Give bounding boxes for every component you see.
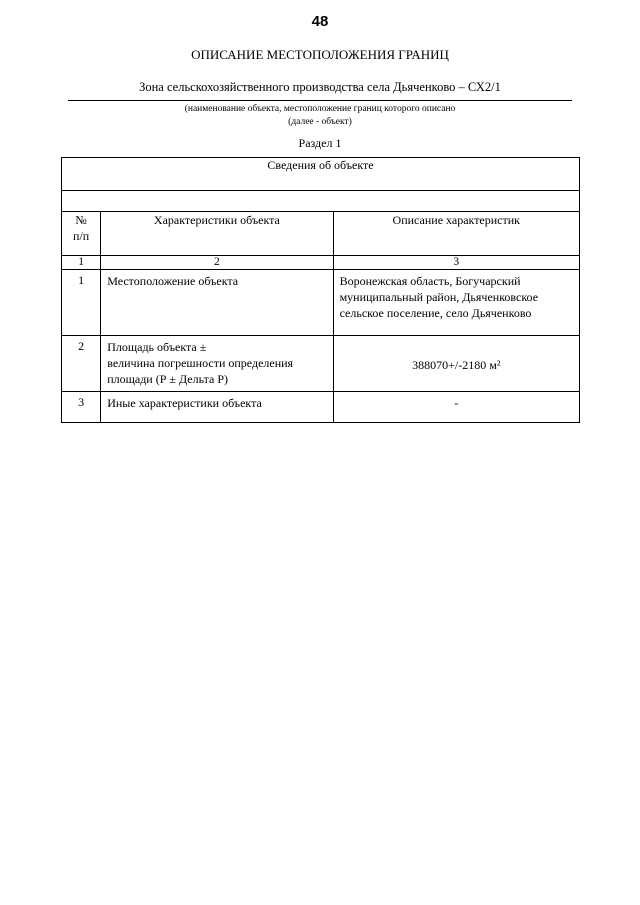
table-row bbox=[62, 336, 580, 392]
row-description: 388070+/-2180 м² bbox=[333, 336, 579, 392]
object-info-table bbox=[61, 157, 580, 423]
table-row bbox=[62, 270, 580, 336]
header-description: Описание характеристик bbox=[333, 212, 579, 256]
row-characteristic bbox=[101, 336, 333, 392]
row-number: 2 bbox=[62, 336, 101, 392]
object-name: Зона сельскохозяйственного производства села Дьяченково – СХ2/1 bbox=[139, 80, 501, 94]
row-description: Воронежская область, Богучарский муниципальный район, Дьяченковское сельское поселение, село Дьяченково bbox=[333, 270, 579, 336]
characteristic-line: площади (Р ± Дельта Р) bbox=[107, 372, 229, 386]
row-number: 1 bbox=[62, 270, 101, 336]
row-characteristic: Иные характеристики объекта bbox=[101, 392, 333, 423]
characteristic-line: величина погрешности определения bbox=[107, 356, 294, 370]
caption-line-1: (наименование объекта, местоположение границ которого описано bbox=[184, 104, 456, 114]
row-characteristic: Местоположение объекта bbox=[101, 270, 333, 336]
row-number: 3 bbox=[62, 392, 101, 423]
column-number: 1 bbox=[62, 256, 101, 270]
header-number-line-2: п/п bbox=[73, 229, 90, 243]
row-description: - bbox=[333, 392, 579, 423]
column-number: 3 bbox=[333, 256, 579, 270]
header-number-line-1: № bbox=[75, 213, 87, 227]
table-column-numbers-row bbox=[62, 256, 580, 270]
table-title: Сведения об объекте bbox=[62, 158, 580, 191]
table-spacer-cell bbox=[62, 191, 580, 212]
table-title-row bbox=[62, 158, 580, 191]
table-header-row bbox=[62, 212, 580, 256]
header-number bbox=[62, 212, 101, 256]
section-label: Раздел 1 bbox=[298, 136, 342, 150]
caption-line-2: (далее - объект) bbox=[288, 117, 352, 127]
table-spacer-row bbox=[62, 191, 580, 212]
column-number: 2 bbox=[101, 256, 333, 270]
page-number: 48 bbox=[311, 13, 329, 30]
document-title: ОПИСАНИЕ МЕСТОПОЛОЖЕНИЯ ГРАНИЦ bbox=[191, 47, 449, 62]
header-characteristic: Характеристики объекта bbox=[101, 212, 333, 256]
underline-rule bbox=[68, 100, 572, 101]
table-row bbox=[62, 392, 580, 423]
object-caption bbox=[0, 103, 640, 129]
characteristic-line: Площадь объекта ± bbox=[107, 340, 207, 354]
